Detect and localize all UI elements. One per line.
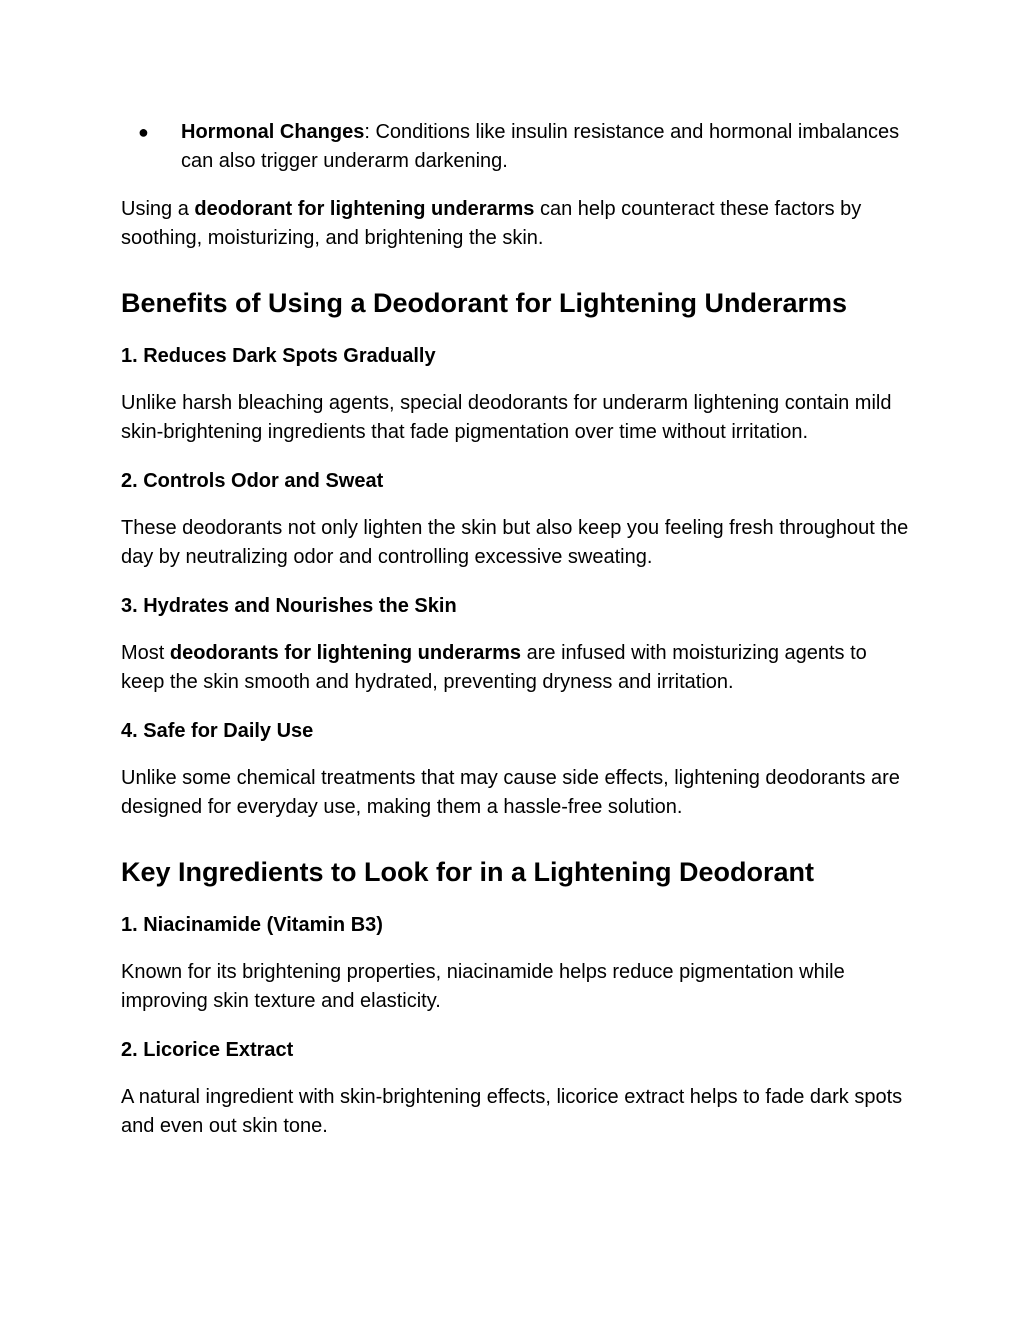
- document-page: [121, 118, 911, 1141]
- benefit-text: These deodorants not only lighten the skin but also keep you feeling fresh throughout the day by neutralizing odor and controlling excessive sweating.: [121, 517, 909, 568]
- benefit-title: 3. Hydrates and Nourishes the Skin: [121, 595, 457, 617]
- benefit-title: 2. Controls Odor and Sweat: [121, 470, 384, 492]
- benefit-text-before: Most: [121, 642, 170, 664]
- ingredient-text: A natural ingredient with skin-brightening effects, licorice extract helps to fade dark spots and even out skin tone.: [121, 1086, 903, 1137]
- intro-bullet-list: [121, 118, 911, 176]
- benefit-text: Unlike some chemical treatments that may cause side effects, lightening deodorants are designed for everyday use, making them a hassle-free solution.: [121, 767, 900, 818]
- list-item: [121, 118, 911, 176]
- intro-paragraph: [121, 195, 911, 253]
- benefit-title: 1. Reduces Dark Spots Gradually: [121, 345, 436, 367]
- ingredients-heading: Key Ingredients to Look for in a Lightening Deodorant: [121, 857, 815, 887]
- benefit-text: Unlike harsh bleaching agents, special deodorants for underarm lightening contain mild skin-brightening ingredients that fade pigmentation over time without irritation.: [121, 392, 892, 443]
- intro-text-before: Using a: [121, 198, 195, 220]
- ingredient-text: Known for its brightening properties, niacinamide helps reduce pigmentation while improving skin texture and elasticity.: [121, 961, 845, 1012]
- benefit-keyword: deodorants for lightening underarms: [169, 642, 522, 664]
- bullet-icon: ●: [138, 122, 149, 142]
- ingredient-title: 2. Licorice Extract: [121, 1039, 294, 1061]
- benefit-title: 4. Safe for Daily Use: [121, 720, 314, 742]
- intro-keyword: deodorant for lightening underarms: [194, 198, 535, 220]
- intro-text-after: can help counteract these factors by soothing, moisturizing, and brightening the skin.: [121, 198, 862, 249]
- benefits-heading: Benefits of Using a Deodorant for Lightening Underarms: [121, 288, 848, 318]
- bullet-term: Hormonal Changes: [181, 121, 365, 143]
- ingredient-title: 1. Niacinamide (Vitamin B3): [121, 914, 383, 936]
- bullet-text: : Conditions like insulin resistance and hormonal imbalances can also trigger underarm darkening.: [181, 121, 900, 172]
- benefit-text: [121, 639, 911, 697]
- benefit-text-after: are infused with moisturizing agents to keep the skin smooth and hydrated, preventing dryness and irritation.: [121, 642, 867, 693]
